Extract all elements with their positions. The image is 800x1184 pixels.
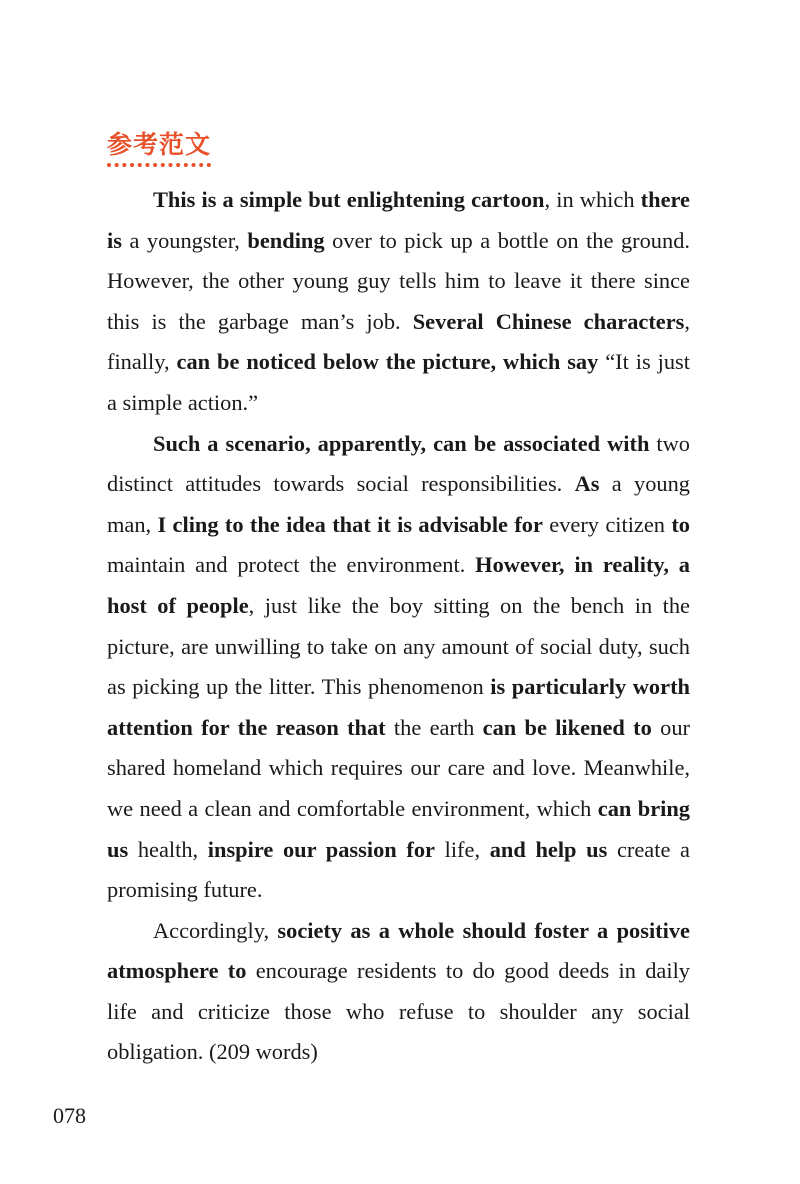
bold-phrase: can bring us — [107, 795, 690, 862]
text-run: create a promising future. — [107, 836, 690, 903]
bold-phrase: there is — [107, 187, 690, 253]
bold-phrase: and help us — [489, 836, 608, 862]
essay-paragraph — [107, 424, 690, 911]
bold-phrase: Several Chinese characters — [412, 308, 685, 334]
essay-paragraph — [107, 180, 690, 424]
text-run: , finally, — [107, 308, 690, 375]
text-run: life, — [434, 836, 490, 862]
essay-body — [107, 180, 690, 1073]
text-run: encourage residents to do good deeds in daily life and criticize those who refuse to shoulder any social obligation. (209 words) — [107, 958, 690, 1065]
bold-phrase: bending — [247, 227, 325, 253]
section-heading: 参考范文 — [107, 130, 211, 167]
bold-phrase: to — [671, 511, 690, 537]
text-run: a youngster, — [121, 227, 248, 253]
text-run: our shared homeland which requires our care and love. Meanwhile, we need a clean and comfortable environment, which — [107, 714, 690, 821]
text-run: health, — [128, 836, 208, 862]
bold-phrase: can be likened to — [482, 714, 652, 740]
bold-phrase: inspire our passion for — [207, 836, 435, 862]
bold-phrase: This is a simple but enlightening cartoon — [153, 187, 545, 212]
text-run: , just like the boy sitting on the bench in the picture, are unwilling to take on any amount of social duty, such as picking up the litter. This phenomenon — [107, 592, 690, 700]
text-run: Accordingly, — [153, 917, 278, 943]
text-run: the earth — [385, 714, 483, 740]
text-run: two distinct attitudes towards social responsibilities. — [107, 430, 690, 497]
text-run: a young man, — [107, 471, 690, 537]
text-run: “It is just a simple action.” — [107, 349, 690, 415]
bold-phrase: Such a scenario, apparently, can be associated with — [153, 430, 650, 456]
text-run: , in which — [544, 187, 641, 212]
bold-phrase: However, in reality, a host of people — [107, 552, 690, 618]
bold-phrase: I cling to the idea that it is advisable for — [157, 511, 543, 537]
text-run: every citizen — [542, 511, 672, 537]
text-run: over to pick up a bottle on the ground. However, the other young guy tells him to leave it there since this is the garbage man’s job. — [107, 227, 690, 334]
page-number: 078 — [53, 1103, 86, 1128]
bold-phrase: is particularly worth attention for the reason that — [107, 674, 690, 740]
bold-phrase: can be noticed below the picture, which say — [176, 349, 599, 375]
essay-paragraph — [107, 911, 690, 1073]
bold-phrase: society as a whole should foster a positive atmosphere to — [107, 917, 690, 984]
bold-phrase: As — [574, 471, 600, 497]
text-run: maintain and protect the environment. — [107, 552, 476, 578]
